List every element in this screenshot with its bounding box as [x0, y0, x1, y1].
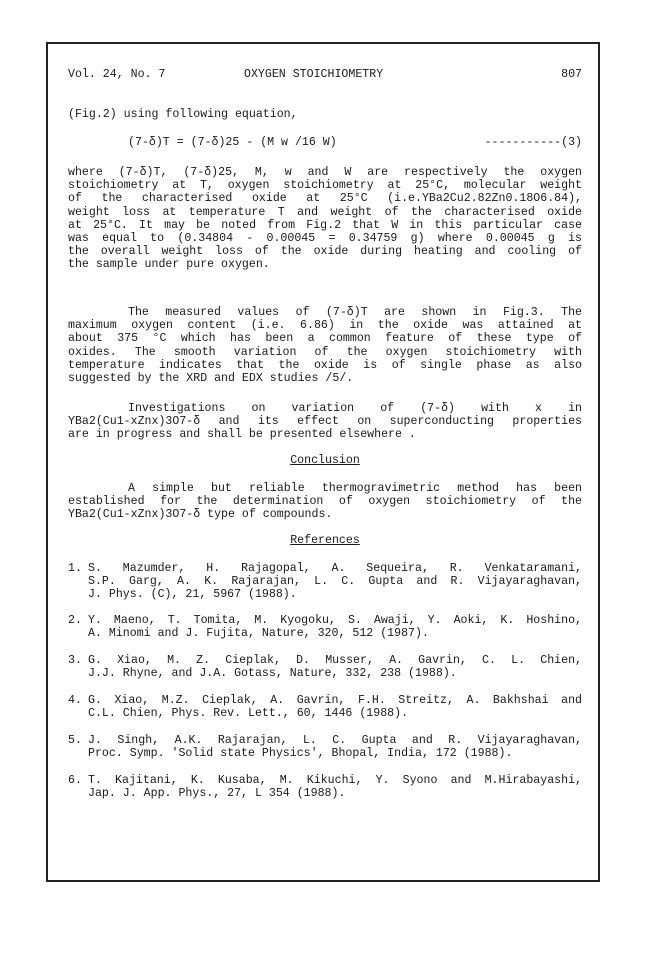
- page-content: [68, 68, 582, 801]
- reference-line: Proc. Symp. 'Solid state Physics', Bhopal, India, 172 (1988).: [88, 747, 513, 761]
- paragraph-measured-values: [68, 306, 582, 385]
- text-line: the sample under pure oxygen.: [68, 258, 270, 272]
- text-line: A simple but reliable thermogravimetric method has been: [128, 482, 582, 495]
- text-line: The measured values of (7-δ)T are shown in Fig.3. The: [128, 306, 582, 319]
- reference-number: 5.: [68, 734, 82, 747]
- reference-number: 4.: [68, 694, 82, 707]
- reference-line: S. Mazumder, H. Rajagopal, A. Sequeira, R. Venkataramani,: [88, 562, 582, 575]
- reference-item: [68, 654, 582, 680]
- journal-volume: Vol. 24, No. 7: [68, 68, 166, 81]
- text-line: YBa2(Cu1-xZnx)3O7-δ and its effect on superconducting properties: [68, 415, 582, 429]
- page-number: 807: [561, 68, 582, 81]
- text-line: where (7-δ)T, (7-δ)25, M, w and W are respectively the oxygen: [68, 166, 582, 179]
- reference-line: G. Xiao, M. Z. Cieplak, D. Musser, A. Gavrin, C. L. Chien,: [88, 654, 582, 667]
- reference-number: 2.: [68, 614, 82, 627]
- reference-line: J.J. Rhyne, and J.A. Gotass, Nature, 332, 238 (1988).: [88, 667, 457, 681]
- paragraph-definitions: [68, 166, 582, 272]
- equation-number: -----------(3): [484, 136, 582, 149]
- reference-number: 3.: [68, 654, 82, 667]
- text-line: established for the determination of oxygen stoichiometry of the: [68, 495, 582, 509]
- text-line: oxides. The smooth variation of the oxygen stoichiometry with: [68, 345, 582, 359]
- intro-line: (Fig.2) using following equation,: [68, 108, 298, 121]
- equation-expression: (7-δ)T = (7-δ)25 - (M w /16 W): [128, 136, 337, 149]
- text-line: temperature indicates that the oxide is of single phase as also: [68, 358, 582, 372]
- paragraph-investigations: [68, 402, 582, 442]
- text-line: Investigations on variation of (7-δ) with x in: [128, 402, 582, 415]
- page-frame: [46, 42, 600, 882]
- reference-item: [68, 774, 582, 800]
- reference-line: C.L. Chien, Phys. Rev. Lett., 60, 1446 (1988).: [88, 707, 409, 721]
- text-line: stoichiometry at T, oxygen stoichiometry at 25°C, molecular weight: [68, 179, 582, 193]
- text-line: maximum oxygen content (i.e. 6.86) in the oxide was attained at: [68, 319, 582, 333]
- running-title: OXYGEN STOICHIOMETRY: [244, 68, 384, 81]
- equation-3: [68, 136, 582, 150]
- reference-line: Y. Maeno, T. Tomita, M. Kyogoku, S. Awaji, Y. Aoki, K. Hoshino,: [88, 614, 582, 627]
- conclusion-heading: Conclusion: [290, 454, 360, 467]
- reference-item: [68, 614, 582, 640]
- reference-number: 6.: [68, 774, 82, 787]
- reference-line: A. Minomi and J. Fujita, Nature, 320, 512 (1987).: [88, 627, 429, 641]
- reference-line: G. Xiao, M.Z. Cieplak, A. Gavrin, F.H. Streitz, A. Bakhshai and: [88, 694, 582, 707]
- text-line: are in progress and shall be presented elsewhere .: [68, 428, 416, 442]
- text-line: at 25°C. It may be noted from Fig.2 that W in this particular case: [68, 218, 582, 232]
- text-line: suggested by the XRD and EDX studies /5/.: [68, 372, 354, 386]
- reference-line: J. Singh, A.K. Rajarajan, L. C. Gupta and R. Vijayaraghavan,: [88, 734, 582, 747]
- reference-number: 1.: [68, 562, 82, 575]
- text-line: about 375 °C which has been a common feature of these type of: [68, 332, 582, 346]
- reference-item: [68, 694, 582, 720]
- text-line: the overall weight loss of the oxide during heating and cooling of: [68, 245, 582, 259]
- reference-line: S.P. Garg, A. K. Rajarajan, L. C. Gupta and R. Vijayaraghavan,: [88, 575, 582, 589]
- reference-line: J. Phys. (C), 21, 5967 (1988).: [88, 588, 297, 602]
- text-line: of the characterised oxide at 25°C (i.e.YBa2Cu2.82Zn0.18O6.84),: [68, 192, 582, 206]
- text-line: was equal to (0.34804 - 0.00045 = 0.34759 g) where 0.00045 g is: [68, 232, 582, 246]
- paragraph-conclusion: [68, 482, 582, 522]
- references-heading: References: [290, 534, 360, 547]
- running-header: [68, 68, 582, 84]
- text-line: YBa2(Cu1-xZnx)3O7-δ type of compounds.: [68, 508, 333, 522]
- text-line: weight loss at temperature T and weight of the characterised oxide: [68, 205, 582, 219]
- reference-line: T. Kajitani, K. Kusaba, M. Kikuchi, Y. Syono and M.Hirabayashi,: [88, 774, 582, 787]
- reference-item: [68, 562, 582, 602]
- reference-line: Jap. J. App. Phys., 27, L 354 (1988).: [88, 787, 346, 801]
- reference-item: [68, 734, 582, 760]
